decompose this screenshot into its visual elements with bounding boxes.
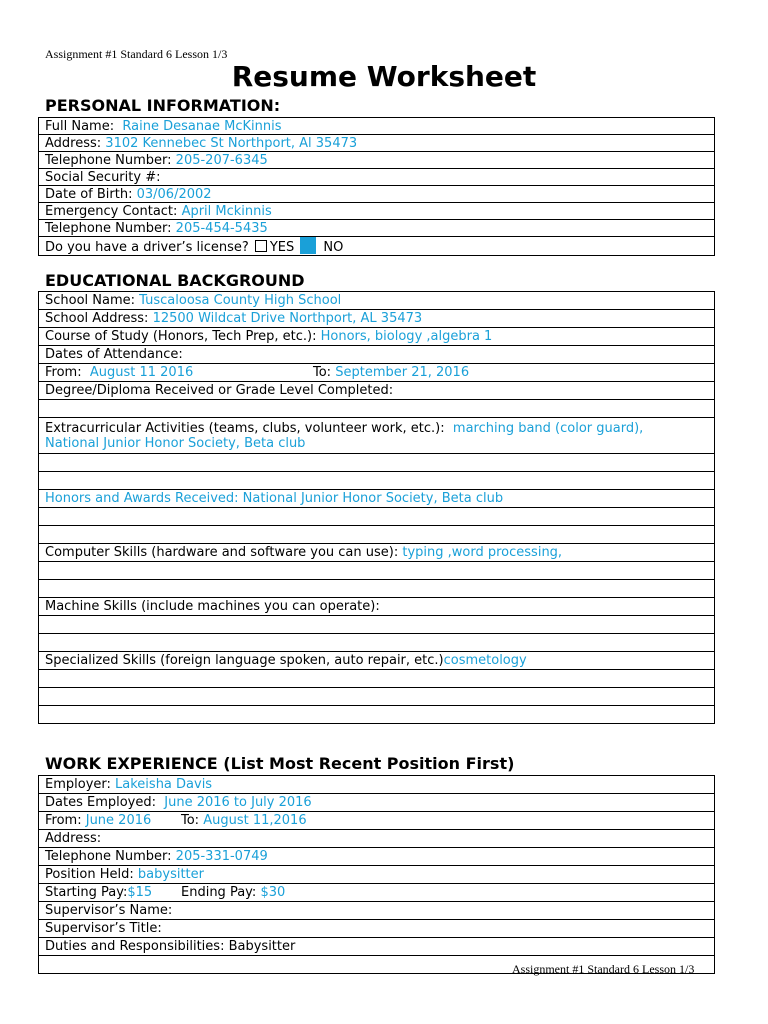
blank-line — [39, 454, 715, 472]
course-value[interactable]: Honors, biology ,algebra 1 — [320, 329, 493, 344]
school-name-label: School Name: — [45, 293, 136, 308]
attendance-from-value[interactable]: August 11 2016 — [89, 365, 194, 380]
duties-row — [39, 938, 715, 956]
employer-row — [39, 776, 715, 794]
specialized-skills-value[interactable]: cosmetology — [443, 653, 527, 668]
supervisor-title-label: Supervisor’s Title: — [45, 921, 162, 936]
school-name-value[interactable]: Tuscaloosa County High School — [139, 293, 342, 308]
specialized-skills-label: Specialized Skills (foreign language spoken, auto repair, etc.) — [45, 653, 444, 668]
attendance-to-label: To: — [313, 365, 332, 380]
full-name-value[interactable]: Raine Desanae McKinnis — [122, 118, 282, 134]
education-section-heading: EDUCATIONAL BACKGROUND — [45, 271, 305, 290]
supervisor-name-label: Supervisor’s Name: — [45, 903, 173, 918]
address-label: Address: — [45, 135, 102, 151]
blank-line — [39, 526, 715, 544]
work-from-value[interactable]: June 2016 — [85, 813, 152, 828]
blank-line — [39, 562, 715, 580]
extracurricular-value-line2[interactable]: National Junior Honor Society, Beta club — [45, 435, 306, 451]
duties-label: Duties and Responsibilities: — [45, 939, 225, 954]
personal-section-heading: PERSONAL INFORMATION: — [45, 96, 281, 115]
dates-employed-row — [39, 794, 715, 812]
blank-line — [39, 400, 715, 418]
work-from-to-row — [39, 812, 715, 830]
license-label: Do you have a driver’s license? — [45, 240, 249, 255]
blank-line — [39, 508, 715, 526]
personal-info-table — [38, 117, 715, 256]
blank-line — [39, 616, 715, 634]
license-yes-checkbox[interactable] — [255, 240, 267, 252]
course-row — [39, 328, 715, 346]
degree-row — [39, 382, 715, 400]
work-phone-label: Telephone Number: — [45, 849, 172, 864]
blank-line — [39, 688, 715, 706]
phone-value[interactable]: 205-207-6345 — [175, 152, 268, 168]
education-table — [38, 291, 715, 724]
phone-label: Telephone Number: — [45, 152, 172, 168]
blank-line — [39, 580, 715, 598]
school-name-row — [39, 292, 715, 310]
blank-line — [39, 706, 715, 724]
emergency-value[interactable]: April Mckinnis — [181, 203, 272, 219]
employer-value[interactable]: Lakeisha Davis — [115, 777, 213, 792]
emergency-phone-label: Telephone Number: — [45, 220, 172, 236]
duties-value[interactable]: Babysitter — [228, 939, 296, 954]
dob-row — [39, 186, 715, 203]
position-value[interactable]: babysitter — [137, 867, 204, 882]
honors-row — [39, 490, 715, 508]
address-row — [39, 135, 715, 152]
work-to-value[interactable]: August 11,2016 — [203, 813, 307, 828]
work-phone-row — [39, 848, 715, 866]
emergency-label: Emergency Contact: — [45, 203, 178, 219]
emergency-row — [39, 203, 715, 220]
pay-row — [39, 884, 715, 902]
position-label: Position Held: — [45, 867, 134, 882]
supervisor-title-row — [39, 920, 715, 938]
license-row — [39, 237, 715, 256]
computer-skills-value[interactable]: typing ,word processing, — [402, 545, 563, 560]
course-label: Course of Study (Honors, Tech Prep, etc.): — [45, 329, 317, 344]
full-name-label: Full Name: — [45, 118, 115, 134]
machine-skills-label: Machine Skills (include machines you can operate): — [45, 599, 380, 614]
work-address-label: Address: — [45, 831, 102, 846]
extracurricular-label: Extracurricular Activities (teams, clubs, volunteer work, etc.): — [45, 420, 445, 436]
attendance-to-value[interactable]: September 21, 2016 — [335, 365, 470, 380]
full-name-row — [39, 118, 715, 135]
work-experience-table — [38, 775, 715, 974]
computer-skills-row — [39, 544, 715, 562]
emergency-phone-row — [39, 220, 715, 237]
starting-pay-label: Starting Pay: — [45, 885, 128, 900]
blank-line — [39, 634, 715, 652]
position-row — [39, 866, 715, 884]
computer-skills-label: Computer Skills (hardware and software you can use): — [45, 545, 399, 560]
page-title: Resume Worksheet — [231, 60, 537, 93]
honors-value[interactable]: Honors and Awards Received: National Junior Honor Society, Beta club — [45, 491, 504, 506]
supervisor-name-row — [39, 902, 715, 920]
employer-label: Employer: — [45, 777, 111, 792]
address-value[interactable]: 3102 Kennebec St Northport, Al 35473 — [105, 135, 358, 151]
page-header: Assignment #1 Standard 6 Lesson 1/3 — [45, 47, 228, 61]
machine-skills-row — [39, 598, 715, 616]
ssn-row — [39, 169, 715, 186]
dates-employed-label: Dates Employed: — [45, 795, 156, 810]
license-no-label: NO — [323, 240, 344, 255]
work-section-heading: WORK EXPERIENCE (List Most Recent Position First) — [45, 754, 515, 773]
work-phone-value[interactable]: 205-331-0749 — [175, 849, 268, 864]
school-address-label: School Address: — [45, 311, 149, 326]
dates-employed-value[interactable]: June 2016 to July 2016 — [164, 795, 312, 810]
license-yes-label: YES — [269, 240, 295, 255]
specialized-skills-row — [39, 652, 715, 670]
work-from-label: From: — [45, 813, 82, 828]
blank-line — [39, 472, 715, 490]
dates-attendance-row — [39, 346, 715, 364]
starting-pay-value[interactable]: $15 — [127, 885, 153, 900]
ending-pay-label: Ending Pay: — [181, 885, 257, 900]
phone-row — [39, 152, 715, 169]
extracurricular-row — [39, 418, 715, 454]
dob-label: Date of Birth: — [45, 186, 133, 202]
emergency-phone-value[interactable]: 205-454-5435 — [175, 220, 268, 236]
attendance-from-label: From: — [45, 365, 82, 380]
school-address-value[interactable]: 12500 Wildcat Drive Northport, AL 35473 — [152, 311, 423, 326]
attendance-from-to-row — [39, 364, 715, 382]
ssn-label: Social Security #: — [45, 169, 161, 185]
extracurricular-value[interactable]: marching band (color guard), — [452, 420, 644, 436]
work-address-row — [39, 830, 715, 848]
ending-pay-value[interactable]: $30 — [260, 885, 286, 900]
page-footer: Assignment #1 Standard 6 Lesson 1/3 — [512, 962, 695, 976]
blank-line — [39, 670, 715, 688]
work-to-label: To: — [181, 813, 200, 828]
license-no-checkbox[interactable] — [300, 237, 316, 254]
dates-attendance-label: Dates of Attendance: — [45, 347, 183, 362]
school-address-row — [39, 310, 715, 328]
degree-label: Degree/Diploma Received or Grade Level Completed: — [45, 383, 394, 398]
dob-value[interactable]: 03/06/2002 — [136, 186, 212, 202]
